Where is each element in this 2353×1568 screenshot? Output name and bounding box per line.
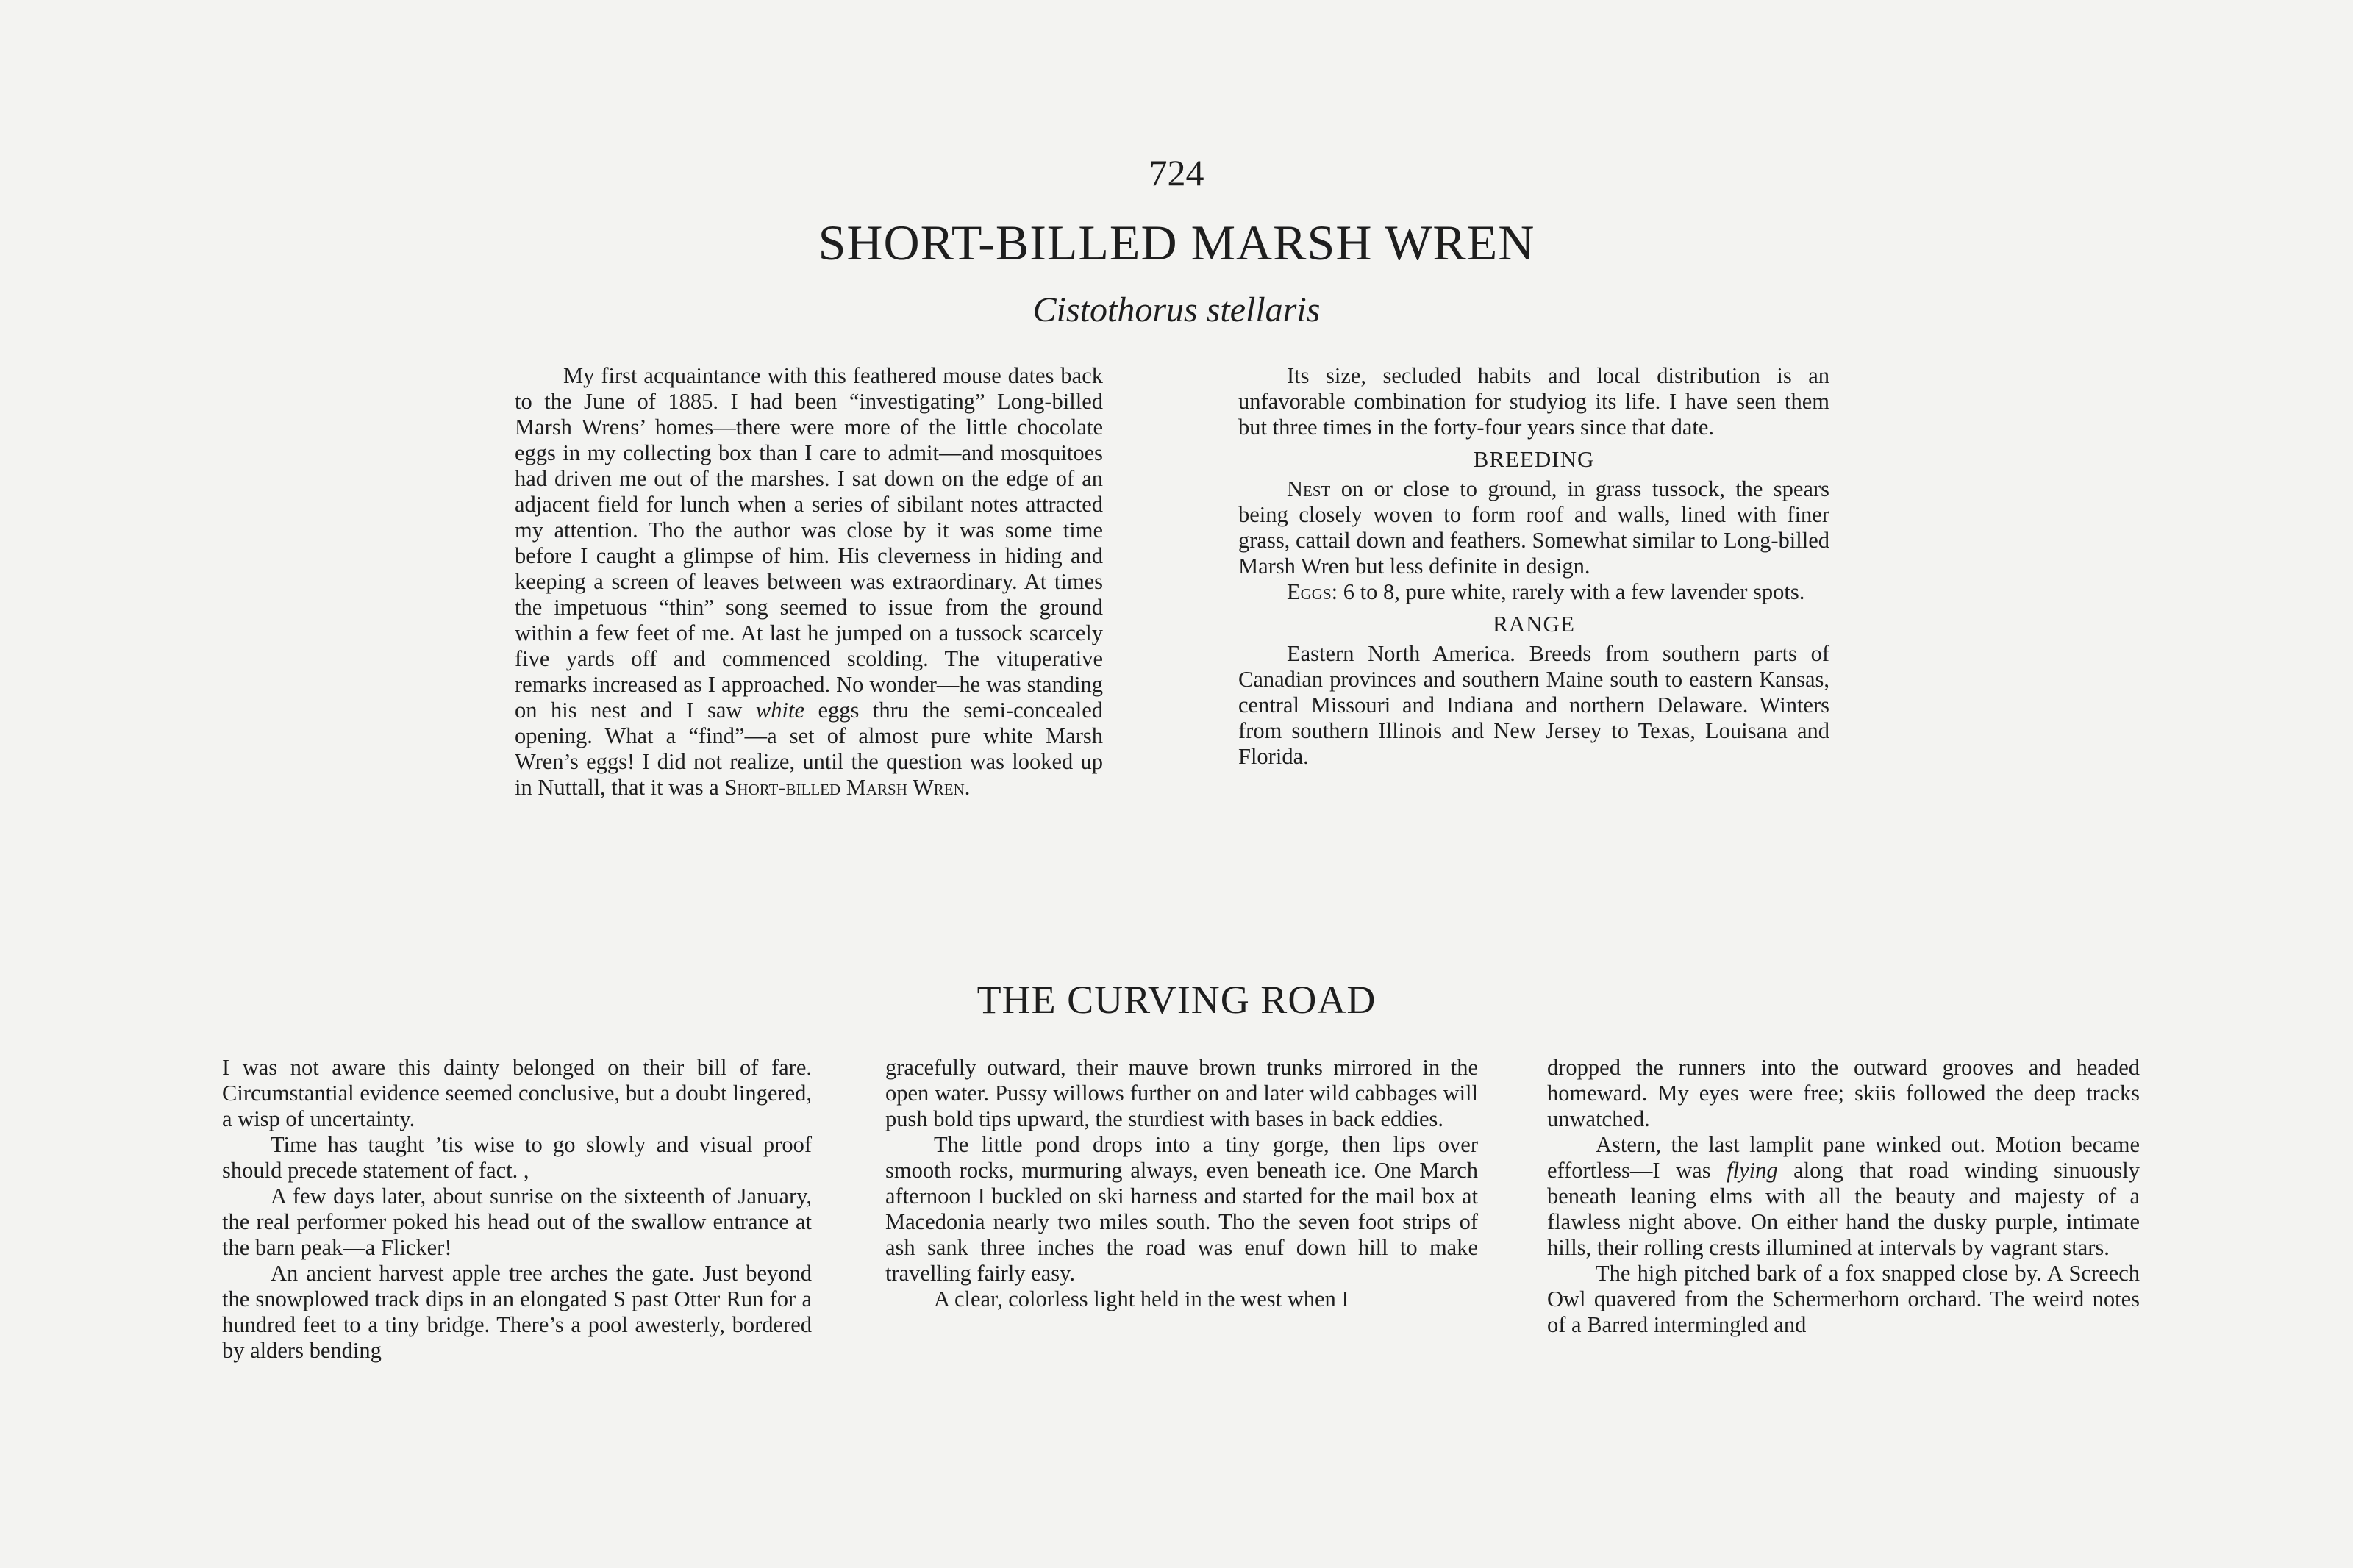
- facts-opening: Its size, secluded habits and local distribution is an unfavorable combination for studyiog its life. I have seen them but three times in the forty-four years since that date.: [1238, 363, 1829, 440]
- road-column-2: [885, 1055, 1478, 1312]
- road-paragraph: dropped the runners into the outward grooves and headed homeward. My eyes were free; skiis followed the deep tracks unwatched.: [1547, 1055, 2140, 1131]
- eggs-label: Eggs: [1287, 579, 1332, 604]
- scientific-name: Cistothorus stellaris: [1032, 290, 1321, 329]
- road-paragraph: An ancient harvest apple tree arches the gate. Just beyond the snowplowed track dips in an elongated S past Otter Run for a hundred feet to a tiny bridge. There’s a pool awesterly, bordered by alders bending: [222, 1261, 812, 1363]
- eggs-text: : 6 to 8, pure white, rarely with a few lavender spots.: [1331, 579, 1805, 604]
- road-paragraph: Time has taught ’tis wise to go slowly and visual proof should precede statement of fact. ,: [222, 1132, 812, 1183]
- facts-column: [1238, 363, 1829, 770]
- intro-column: [515, 363, 1103, 801]
- nest-label: Nest: [1287, 476, 1331, 501]
- range-heading: RANGE: [1493, 611, 1575, 637]
- road-paragraph: A clear, colorless light held in the west when I: [934, 1286, 1349, 1311]
- road-column-3: [1547, 1055, 2140, 1338]
- road-text: Astern, the last lamplit pane winked out. Motion became effortless—I was: [1547, 1132, 2140, 1183]
- nest-text: on or close to ground, in grass tussock, the spears being closely woven to form roof and walls, lined with finer grass, cattail down and feathers. Somewhat similar to Long-billed Marsh Wren but less definite in design.: [1238, 476, 1829, 579]
- breeding-heading: BREEDING: [1473, 446, 1595, 472]
- range-paragraph: Eastern North America. Breeds from southern parts of Canadian provinces and southern Maine south to eastern Kansas, central Missouri and Indiana and northern Delaware. Winters from southern Illinois and New Jersey to Texas, Louisana and Florida.: [1238, 641, 1829, 769]
- article-title: SHORT-BILLED MARSH WREN: [818, 215, 1535, 271]
- road-text-tail: along that road winding sinuously beneath leaning elms with all the beauty and majesty of a flawless night above. On either hand the dusky purple, intimate hills, their rolling crests illumined at intervals by vagrant stars.: [1547, 1158, 2140, 1260]
- closing-punctuation: .: [964, 775, 971, 800]
- intro-paragraph: [515, 363, 1103, 801]
- road-paragraph: I was not aware this dainty belonged on their bill of fare. Circumstantial evidence seemed conclusive, but a doubt lingered, a wisp of uncertainty.: [222, 1055, 812, 1131]
- page-number: 724: [1149, 152, 1204, 193]
- nest-paragraph: [1238, 476, 1829, 579]
- road-paragraph: The little pond drops into a tiny gorge, then lips over smooth rocks, murmuring always, even beneath ice. One March afternoon I buckled on ski harness and started for the mail box at Macedonia nearly two miles south. Tho the seven foot strips of ash sank three inches the road was enuf down hill to make travelling fairly easy.: [885, 1132, 1478, 1286]
- emphasis-white: white: [755, 698, 804, 723]
- road-column-1: [222, 1055, 812, 1364]
- road-paragraph: The high pitched bark of a fox snapped close by. A Screech Owl quavered from the Schermerhorn orchard. The weird notes of a Barred intermingled and: [1547, 1261, 2140, 1337]
- intro-text: My first acquaintance with this feathered mouse dates back to the June of 1885. I had been “investigating” Long-billed Marsh Wrens’ homes—there were more of the little chocolate eggs in my collecting box than I care to admit—and mosquitoes had driven me out of the marshes. I sat down on the edge of an adjacent field for lunch when a series of sibilant notes attracted my attention. Tho the author was close by it was some time before I caught a glimpse of him. His cleverness in hiding and keeping a screen of leaves between was extraordinary. At times the impetuous “thin” song seemed to issue from the ground within a few feet of me. At last he jumped on a tussock scarcely five yards off and commenced scolding. The vituperative remarks increased as I approached. No wonder—he was standing on his nest and I saw: [515, 363, 1103, 723]
- emphasis-flying: flying: [1727, 1158, 1778, 1183]
- intro-text-tail: eggs thru the semi-concealed opening. What a “find”—a set of almost pure white Marsh Wren’s eggs! I did not realize, until the question was looked up in Nuttall, that it was a: [515, 698, 1103, 800]
- species-name-smallcaps: Short-billed Marsh Wren: [724, 775, 965, 800]
- section-title: THE CURVING ROAD: [976, 978, 1377, 1022]
- road-paragraph: [1547, 1132, 2140, 1261]
- road-paragraph: A few days later, about sunrise on the sixteenth of January, the real performer poked his head out of the swallow entrance at the barn peak—a Flicker!: [222, 1184, 812, 1260]
- eggs-paragraph: [1238, 579, 1829, 605]
- road-paragraph: gracefully outward, their mauve brown trunks mirrored in the open water. Pussy willows further on and later wild cabbages will push bold tips upward, the sturdiest with bases in back eddies.: [885, 1055, 1478, 1131]
